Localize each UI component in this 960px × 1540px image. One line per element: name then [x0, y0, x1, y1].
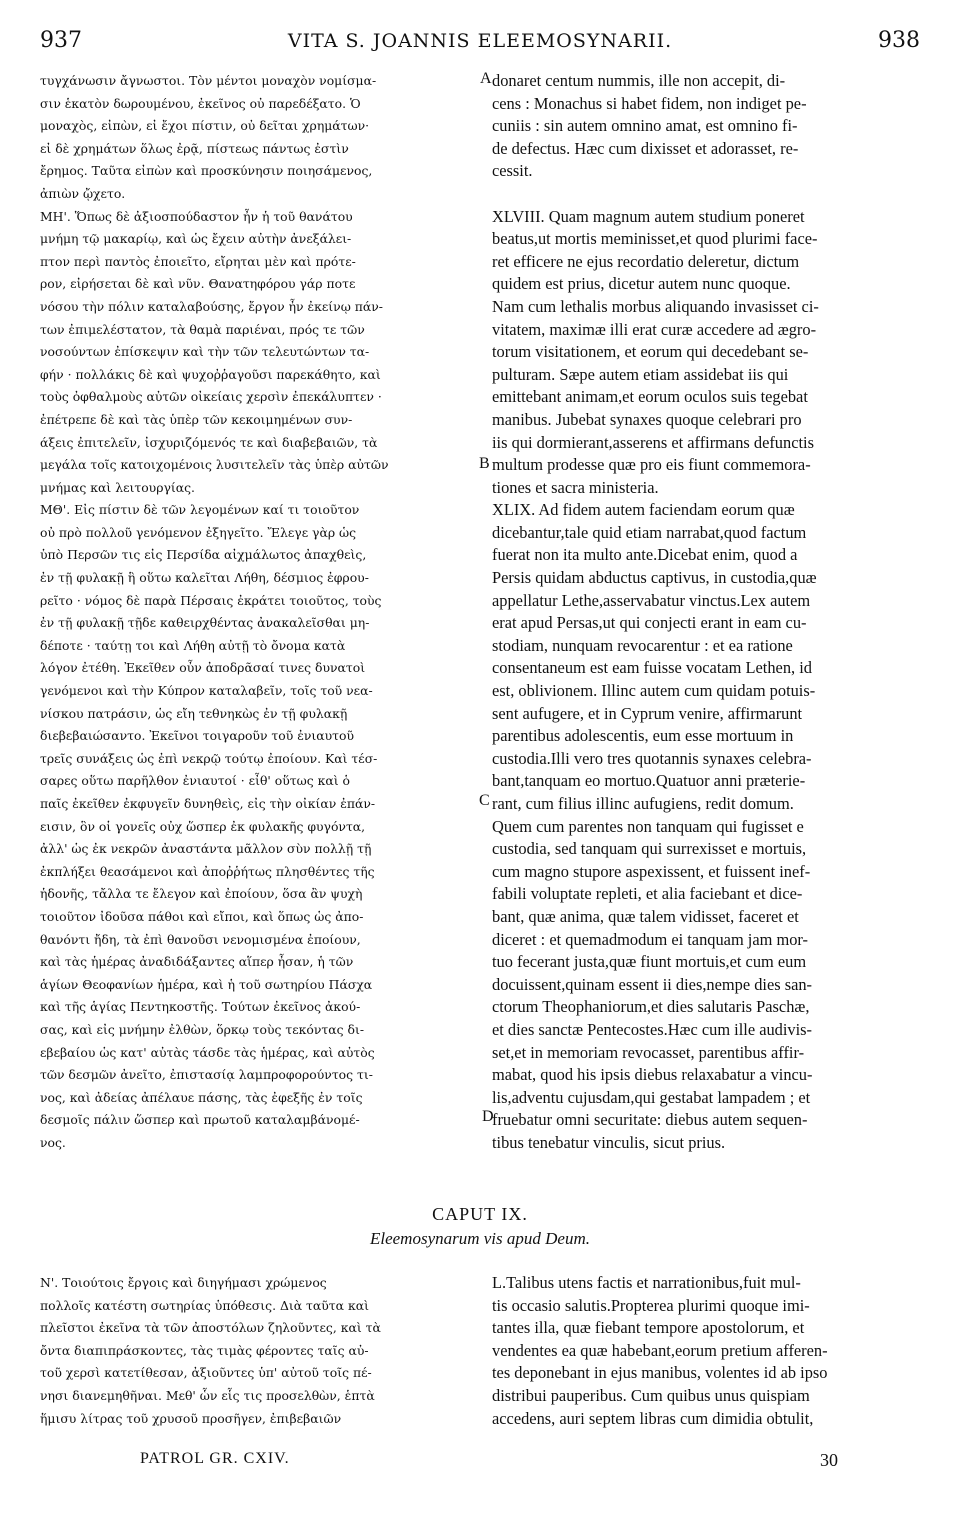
text-line: άξεις ἐπιτελεῖν, ἰσχυριζόμενός τε καὶ διαβεβαιῶν, τὰ	[40, 434, 378, 450]
greek-column-bottom	[40, 1272, 480, 1430]
text-line: ρεῖτο · νόμος δὲ παρὰ Πέρσαις ἐκράτει τοιοῦτος, τοὺς	[40, 592, 382, 608]
text-line: fuerat non ita multo ante.Dicebat enim, quod a	[492, 545, 798, 565]
running-title: VITA S. JOANNIS ELEEMOSYNARII.	[287, 30, 673, 52]
text-line: ρον, εἰρήσεται δὲ καὶ νῦν. Θανατηφόρου γάρ ποτε	[40, 276, 356, 292]
page-header	[40, 28, 920, 62]
text-line: mabat, quod his ipsis diebus relaxabatur a vincu-	[492, 1065, 813, 1085]
text-line: μνήμας καὶ λειτουργίας.	[40, 479, 195, 495]
text-line: tuo fecerant justa,quæ fiunt mortuis,et cum eum	[492, 952, 807, 972]
text-line: εισιν, ὃν οἱ γονεῖς οὐχ ὥσπερ ἐκ φυλακῆς φυγόντα,	[40, 818, 366, 834]
text-line: custodia.Illi vero tres quotannis synaxes celebra-	[492, 748, 812, 768]
text-line: εβεβαίου ὡς κατ' αὐτὰς τάσδε τὰς ἡμέρας, καὶ αὐτὸς	[40, 1044, 375, 1060]
latin-column-top	[492, 70, 920, 1155]
margin-marker-d: D	[482, 1108, 494, 1125]
text-line	[492, 183, 920, 206]
chapter-heading	[0, 1204, 960, 1249]
text-line: manibus. Jubebat synaxes quoque celebrari pro	[492, 409, 802, 429]
text-line: rant, cum filius illinc aufugiens, redit domum.	[492, 794, 794, 813]
text-line: erat apud Persas,ut qui conjecti erant in eam cu-	[492, 613, 807, 633]
text-line: Nam cum lethalis morbus aliquando invasisset ci-	[492, 296, 819, 316]
text-line: ἐν τῇ φυλακῇ τῇδε καθειρχθέντας ἀνακαλεῖσθαι μη-	[40, 615, 370, 631]
page-number-right: 938	[878, 28, 920, 53]
text-line: ἀλλ' ὡς ἐκ νεκρῶν ἀναστάντα μᾶλλον σὺν πολλῇ τῇ	[40, 841, 372, 857]
text-line: tibus tenebatur vinculis, sicut prius.	[492, 1132, 726, 1152]
text-line: καὶ τῆς ἁγίας Πεντηκοστῆς. Τούτων ἐκεῖνος ἀκού-	[40, 999, 361, 1015]
text-line: cum magno stupore aspexissent, et fuissent inef-	[492, 861, 811, 881]
text-line: μοναχὸς, εἰπὼν, εἰ ἔχοι πίστιν, οὐ δεῖται χρημάτων·	[40, 118, 370, 134]
text-line: διεβεβαιώσαντο. Ἐκεῖνοι τοιγαροῦν τοῦ ἐνιαυτοῦ	[40, 728, 355, 744]
text-line: οὐ πρὸ πολλοῦ γενόμενον ἐξηγεῖτο. Ἔλεγε γὰρ ὡς	[40, 524, 357, 540]
text-line: distribui pauperibus. Cum quibus unus quispiam	[492, 1385, 810, 1405]
text-line: ἥμισυ λίτρας τοῦ χρυσοῦ προσῆγεν, ἐπιβεβαιῶν	[40, 1410, 342, 1426]
text-line: ἐν τῇ φυλακῇ ἣ οὕτω καλεῖται Λήθη, δέσμιος ἐφρου-	[40, 570, 369, 586]
text-line: τοιοῦτον ἰδοῦσα πάθοι καὶ εἴποι, καὶ ὅπως ὡς ἀπο-	[40, 908, 364, 924]
text-line: pulturam. Sæpe autem etiam assidebat iis qui	[492, 364, 789, 384]
chapter-title: CAPUT IX.	[432, 1204, 528, 1224]
text-line: νοσούντων ἐπίσκεψιν καὶ τὴν τῶν τελευτώντων τα-	[40, 344, 370, 360]
text-line: fruebatur omni securitate: diebus autem sequen-	[492, 1110, 808, 1130]
text-line: stodiam, nunquam revocarentur : et ea ratione	[492, 635, 793, 655]
text-line: ΜΗ'. Ὅπως δὲ ἀξιοσπούδαστον ἦν ἡ τοῦ θανάτου	[40, 208, 353, 224]
text-line: L.Talibus utens factis et narrationibus,fuit mul-	[492, 1273, 801, 1292]
text-line: docuissent,quinam essent ii dies,nempe dies san-	[492, 974, 813, 994]
text-line: ΜΘ'. Εἰς πίστιν δὲ τῶν λεγομένων καί τι τοιοῦτον	[40, 502, 360, 518]
text-line: μεγάλα τοῖς κατοιχομένοις λυσιτελεῖν τὰς ὑπὲρ αὐτῶν	[40, 457, 389, 473]
text-line: ἡδονῆς, τἄλλα τε ἔλεγον καὶ ἐποίουν, ὅσα ἂν ψυχὴ	[40, 886, 363, 902]
footer-signature: 30	[820, 1450, 838, 1470]
text-line: δεσμοῖς πάλιν ὥσπερ καὶ πρωτοῦ καταλαμβάνομέ-	[40, 1112, 360, 1128]
text-line: Ν'. Τοιούτοις ἔργοις καὶ διηγήμασι χρώμενος	[40, 1275, 327, 1290]
text-line: quidem est prius, dicetur autem nunc quoque.	[492, 274, 791, 294]
text-line: νησι διανεμηθῆναι. Μεθ' ὧν εἷς τις προσελθὼν, ἑπτὰ	[40, 1387, 375, 1403]
text-line: ἐπέτρεπε δὲ καὶ τὰς ὑπὲρ τῶν κεκοιμημένων συν-	[40, 411, 353, 427]
text-line: τῶν δεσμῶν ἀνεῖτο, ἐπιστασίᾳ λαμπροφορούντος τι-	[40, 1067, 373, 1083]
text-line: XLVIII. Quam magnum autem studium poneret	[492, 206, 805, 226]
chapter-subtitle: Eleemosynarum vis apud Deum.	[369, 1229, 590, 1248]
text-line: λόγον ἐτέθη. Ἐκεῖθεν οὖν ἀποδρᾶσαί τινες δυνατοὶ	[40, 660, 366, 676]
text-line: γενόμενοι καὶ τὴν Κύπρον καταλαβεῖν, τοῖς τοῦ νεα-	[40, 683, 373, 699]
text-line: ὄντα διαπιπράσκοντες, τὰς τιμὰς φέροντες ταῖς αὐ-	[40, 1342, 369, 1358]
text-line: τοὺς ὀφθαλμοὺς αὐτῶν οἰκείαις χερσὶν ἐπεκάλυπτεν ·	[40, 389, 382, 405]
text-line: ὑπὸ Περσῶν τις εἰς Περσίδα αἰχμάλωτος ἀπαχθεὶς,	[40, 547, 367, 563]
text-line: de defectus. Hæc cum dixisset et adorasset, re-	[492, 138, 799, 158]
text-line: σαρες οὕτω παρῆλθον ἐνιαυτοί · εἶθ' οὕτως καὶ ὁ	[40, 773, 350, 789]
text-line: πτον περὶ παντὸς ἐποιεῖτο, εἴρηται μὲν καὶ πρότε-	[40, 253, 356, 269]
text-line: vitatem, maximæ illi erat curæ accedere ad ægro-	[492, 319, 817, 339]
text-line: set,et in memoriam revocasset, parentibus affir-	[492, 1042, 805, 1062]
text-line: τοῦ χερσὶ κατετίθεσαν, ἀξιοῦντες ὑπ' αὐτοῦ τοῖς πέ-	[40, 1365, 372, 1381]
footer-patrol: PATROL GR. CXIV.	[140, 1450, 290, 1467]
text-line: cuniis : sin autem omnino amat, est omnino fi-	[492, 116, 798, 136]
text-line: parentibus adolescentis, eum esse mortuum in	[492, 726, 794, 746]
text-line: accedens, auri septem libras cum dimidia obtulit,	[492, 1408, 814, 1428]
page-footer	[40, 1450, 920, 1480]
text-line: νόσου τὴν πόλιν καταλαβούσης, ἔργον ἦν ἐκείνῳ πάν-	[40, 298, 383, 314]
text-line: νος.	[40, 1134, 66, 1150]
text-line: των ἐπιμελέστατον, τὰ θαμὰ παριέναι, πρός τε τῶν	[40, 321, 365, 337]
margin-marker-b: B	[479, 455, 490, 472]
text-line: tes deponebant in ejus manibus, volentes id ab ipso	[492, 1363, 828, 1383]
text-line: τυγχάνωσιν ἄγνωστοι. Τὸν μέντοι μοναχὸν νομίσμα-	[40, 73, 377, 88]
text-line: multum prodesse quæ pro eis fiunt commemora-	[492, 455, 811, 475]
text-line: tis occasio salutis.Propterea plurimi quoque imi-	[492, 1295, 810, 1315]
text-line: dicebantur,tale quid etiam narrabat,quod factum	[492, 522, 807, 542]
text-line: δέποτε · ταύτῃ τοι καὶ Λήθη αὐτῇ τὸ ὄνομα κατὰ	[40, 637, 346, 653]
text-line: μνήμη τῷ μακαρίῳ, καὶ ὡς ἔχειν αὐτὴν ἀνεξάλει-	[40, 231, 352, 247]
text-line: ἀπιὼν ᾤχετο.	[40, 185, 126, 201]
text-line: sent aufugere, et in Cyprum venire, affirmarunt	[492, 703, 803, 723]
text-line: νος, καὶ ἀδείας ἀπέλαυε πάσης, τὰς ἐφεξῆς ἐν τοῖς	[40, 1089, 363, 1105]
greek-column-top	[40, 70, 480, 1155]
text-line: torum visitationem, et eorum qui decedebant se-	[492, 342, 809, 362]
latin-column-bottom	[492, 1272, 920, 1430]
text-line: et dies sanctæ Pentecostes.Hæc cum ille audivis-	[492, 1019, 813, 1039]
text-line: diceret : et quemadmodum ei tanquam jam mor-	[492, 929, 808, 949]
text-line: θανόντι ἤδη, τὰ ἐπὶ θανοῦσι νενομισμένα ἐποίουν,	[40, 931, 361, 947]
text-line: emittebant animam,et eorum oculos suis tegebat	[492, 387, 808, 407]
margin-marker-c: C	[479, 792, 490, 809]
text-line: vendentes ea quæ habebant,eorum pretium afferen-	[492, 1340, 828, 1360]
text-line: fabili voluptate repleti, et alia faciebant et dice-	[492, 884, 803, 904]
text-line: donaret centum nummis, ille non accepit, di-	[492, 71, 786, 90]
text-line: φήν · πολλάκις δὲ καὶ ψυχοῤῥαγοῦσι παρεκάθητο, καὶ	[40, 366, 381, 382]
text-line: tantes illa, quæ fiebant tempore apostolorum, et	[492, 1318, 805, 1338]
text-line: παῖς ἐκεῖθεν ἐκφυγεῖν δυνηθεὶς, εἰς τὴν οἰκίαν ἐπάν-	[40, 796, 376, 811]
text-line: bant,tanquam eo mortuo.Quatuor anni præterie-	[492, 771, 806, 791]
text-line: XLIX. Ad fidem autem faciendam eorum quæ	[492, 500, 795, 520]
text-line: est, oblivionem. Illinc autem cum quidam potuis-	[492, 681, 816, 701]
text-line: custodia, sed tanquam qui surrexisset e mortuis,	[492, 839, 807, 859]
text-line: ret efficere ne ejus recordatio deleretur, dictum	[492, 251, 800, 271]
text-line: σιν ἑκατὸν δωρουμένου, ἐκεῖνος οὐ παρεδέξατο. Ὁ	[40, 95, 361, 111]
text-line: ἔρημος. Ταῦτα εἰπὼν καὶ προσκύνησιν ποιησάμενος,	[40, 163, 373, 179]
page-number-left: 937	[40, 28, 82, 53]
text-line: νίσκου πατράσιν, ὡς εἴη τεθνηκὼς ἐν τῇ φυλακῇ	[40, 705, 348, 721]
text-line: cessit.	[492, 161, 533, 181]
text-line: consentaneum est eam fuisse vocatam Lethen, id	[492, 658, 812, 678]
text-line: lis,adventu cujusdam,qui gestabat lampadem ; et	[492, 1087, 811, 1107]
text-line: appellatur Lethe,asservabatur vinctus.Lex autem	[492, 590, 811, 610]
text-line: καὶ τὰς ἡμέρας ἀναδιδάξαντες αἵπερ ἦσαν, ἡ τῶν	[40, 954, 354, 970]
margin-marker-a: A	[480, 70, 492, 87]
text-line: τρεῖς συνάξεις ὡς ἐπὶ νεκρῷ τούτῳ ἐποίουν. Καὶ τέσ-	[40, 750, 378, 766]
text-line: ctorum Theophaniorum,et dies salutaris Paschæ,	[492, 997, 810, 1017]
text-line: πλεῖστοι ἐκεῖνα τὰ τῶν ἀποστόλων ζηλοῦντες, καὶ τὰ	[40, 1320, 381, 1336]
text-line: Persis quidam abductus captivus, in custodia,quæ	[492, 568, 817, 588]
text-line: bant, quæ anima, quæ talem vidisset, faceret et	[492, 906, 799, 926]
text-line: Quem cum parentes non tanquam qui fugisset e	[492, 816, 804, 836]
text-line: εἰ δὲ χρημάτων ὅλως ἐρᾷ, πίστεως πάντως ἐστὶν	[40, 140, 349, 156]
text-line: tiones et sacra ministeria.	[492, 477, 659, 497]
text-line: cens : Monachus si habet fidem, non indiget pe-	[492, 93, 807, 113]
text-line: iis qui dormierant,asserens et affirmans defunctis	[492, 432, 814, 452]
text-line: ἐκπλήξει θεασάμενοι καὶ ἀποῤῥήτως πλησθέντες τῆς	[40, 863, 375, 879]
text-line: πολλοῖς κατέστη σωτηρίας ὑπόθεσις. Διὰ ταῦτα καὶ	[40, 1297, 369, 1313]
text-line: σας, καὶ εἰς μνήμην ἐλθὼν, ὅρκῳ τοὺς τεκόντας δι-	[40, 1021, 365, 1037]
text-line: beatus,ut mortis meminisset,et quod plurimi face-	[492, 229, 818, 249]
text-line: ἁγίων Θεοφανίων ἡμέρα, καὶ ἡ τοῦ σωτηρίου Πάσχα	[40, 976, 373, 992]
